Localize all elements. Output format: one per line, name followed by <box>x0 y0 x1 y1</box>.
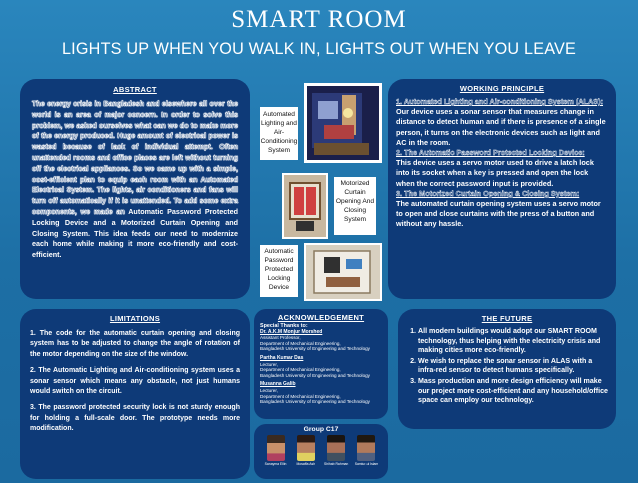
photo-lock-device <box>304 243 382 301</box>
future-item: 1. All modern buildings would adopt our SMART ROOM technology, thus helping with the electricity crisis and making cities more eco-friendly. <box>418 327 608 356</box>
ack-line: Department of Mechanical Engineering, <box>260 367 341 373</box>
member-photo <box>327 435 345 461</box>
caption-lighting: Automated Lighting and Air-Conditioning System <box>260 107 298 160</box>
member <box>261 435 290 466</box>
working-text <box>396 97 608 230</box>
working-principle-panel <box>388 79 616 299</box>
ack-name: Dr. A.K.M Monjur Morshed <box>260 328 323 335</box>
group-title: Group C17 <box>303 426 339 433</box>
ack-line: Assistant Professor, <box>260 335 301 341</box>
future-list <box>406 327 608 406</box>
working-paragraph-2: This device uses a servo motor used to drive a latch lock into its socket when a key is pressed and open the lock when the correct password input is provided. <box>396 158 594 188</box>
member-name: Samiur-ul Islam <box>354 462 379 466</box>
page-subtitle: LIGHTS UP WHEN YOU WALK IN, LIGHTS OUT WHEN YOU LEAVE <box>61 40 576 58</box>
member <box>352 435 381 466</box>
abstract-text-bold: The energy crisis in Bangladesh and elsewhere all over the world is an area of major concern. In order to solve this problem, we asked ourselves what can we do to make more of the energy produced. Huge amount of electrical power is wasted because of lack of individual attempt. Often unattended rooms and office places are left without turning off the electrical appliances. So we came up with a simple, cost-efficient plan to equip each room with an Automated Electrical System. The lights, air conditioners and fans will turn off automatically if it is unattended. To add some extra components, we made an <box>32 99 238 216</box>
image-column <box>252 77 384 305</box>
abstract-text-plain: Automatic Password Protected Locking Device and a Motorized Curtain Opening and Closing System. This idea feeds our need to modernize each home while making it more eco-friendly and cost-efficient. <box>32 206 238 260</box>
ack-line: Bangladesh University of Engineering and Technology <box>260 346 370 352</box>
caption-lock: Automatic Password Protected Locking Device <box>260 245 298 297</box>
ack-line: Lecturer, <box>260 361 278 367</box>
group-members <box>258 435 384 466</box>
working-heading-2: 2. The Automatic Password Protected Locking Device: <box>396 148 585 158</box>
limitations-list <box>30 329 240 435</box>
ack-name: Partha Kumar Das <box>260 354 304 361</box>
member-photo <box>297 435 315 461</box>
member-name: Shihab Rahman <box>323 462 349 466</box>
photo-curtain-system <box>282 173 328 239</box>
limitations-title: LIMITATIONS <box>109 314 161 323</box>
ack-name: Musanna Galib <box>260 381 296 388</box>
working-heading-3: 3. The Motorized Curtain Opening & Closing System: <box>396 188 580 198</box>
member <box>291 435 320 466</box>
limitation-item: 2. The Automatic Lighting and Air-conditioning system uses a sonar sensor which means any obstacle, not just humans would switch on the circuit. <box>30 367 240 396</box>
abstract-title: ABSTRACT <box>113 85 157 94</box>
limitations-panel <box>20 309 250 479</box>
limitation-item: 3. The password protected security lock is not sturdy enough for holding a full-scale door. The prototype needs more modification. <box>30 404 240 433</box>
future-item: 3. Mass production and more design efficiency will make our project more cost-efficient and any household/office space can employ our technology. <box>418 377 608 406</box>
ack-line: Bangladesh University of Engineering and Technology <box>260 372 370 378</box>
member <box>322 435 351 466</box>
page-title: SMART ROOM <box>231 6 407 33</box>
working-title: WORKING PRINCIPLE <box>459 84 545 93</box>
limitation-item: 1. The code for the automatic curtain opening and closing system has to be adjusted to change the angle of rotation of the motor depending on the size of the window. <box>30 330 240 358</box>
photo-lighting-system <box>304 83 382 163</box>
abstract-text <box>32 99 238 261</box>
acknowledgement-panel <box>254 309 388 419</box>
working-paragraph-1: Our device uses a sonar sensor that measures change in distance to detect human and if there is presence of a single person, it turns on the electronic devices such as light and AC in the room. <box>396 107 606 147</box>
acknowledgement-text <box>260 324 382 405</box>
member-name: Sanayma Ellin <box>264 462 287 466</box>
member-photo <box>357 435 375 461</box>
ack-line: Bangladesh University of Engineering and Technology <box>260 399 370 405</box>
abstract-panel <box>20 79 250 299</box>
ack-line: Department of Mechanical Engineering, <box>260 340 341 346</box>
future-title: THE FUTURE <box>481 314 533 323</box>
member-name: Mosaffa Ash <box>296 462 316 466</box>
working-heading-1: 1. Automated Lighting and Air-conditioning System (ALAS): <box>396 97 604 106</box>
member-photo <box>267 435 285 461</box>
ack-line: Lecturer, <box>260 387 278 393</box>
group-panel <box>254 424 388 479</box>
thanks-line: Special Thanks to: <box>260 323 308 329</box>
caption-curtain: Motorized Curtain Opening And Closing System <box>334 177 376 235</box>
working-paragraph-3: The automated curtain opening system uses a servo motor to open and close curtains with the press of a button and without any hassle. <box>396 199 601 229</box>
future-panel <box>398 309 616 429</box>
ack-line: Department of Mechanical Engineering, <box>260 393 341 399</box>
future-item: 2. We wish to replace the sonar sensor in ALAS with a infra-red sensor to detect humans specifically. <box>418 357 608 376</box>
acknowledgement-title: ACKNOWLEDGEMENT <box>277 313 365 322</box>
